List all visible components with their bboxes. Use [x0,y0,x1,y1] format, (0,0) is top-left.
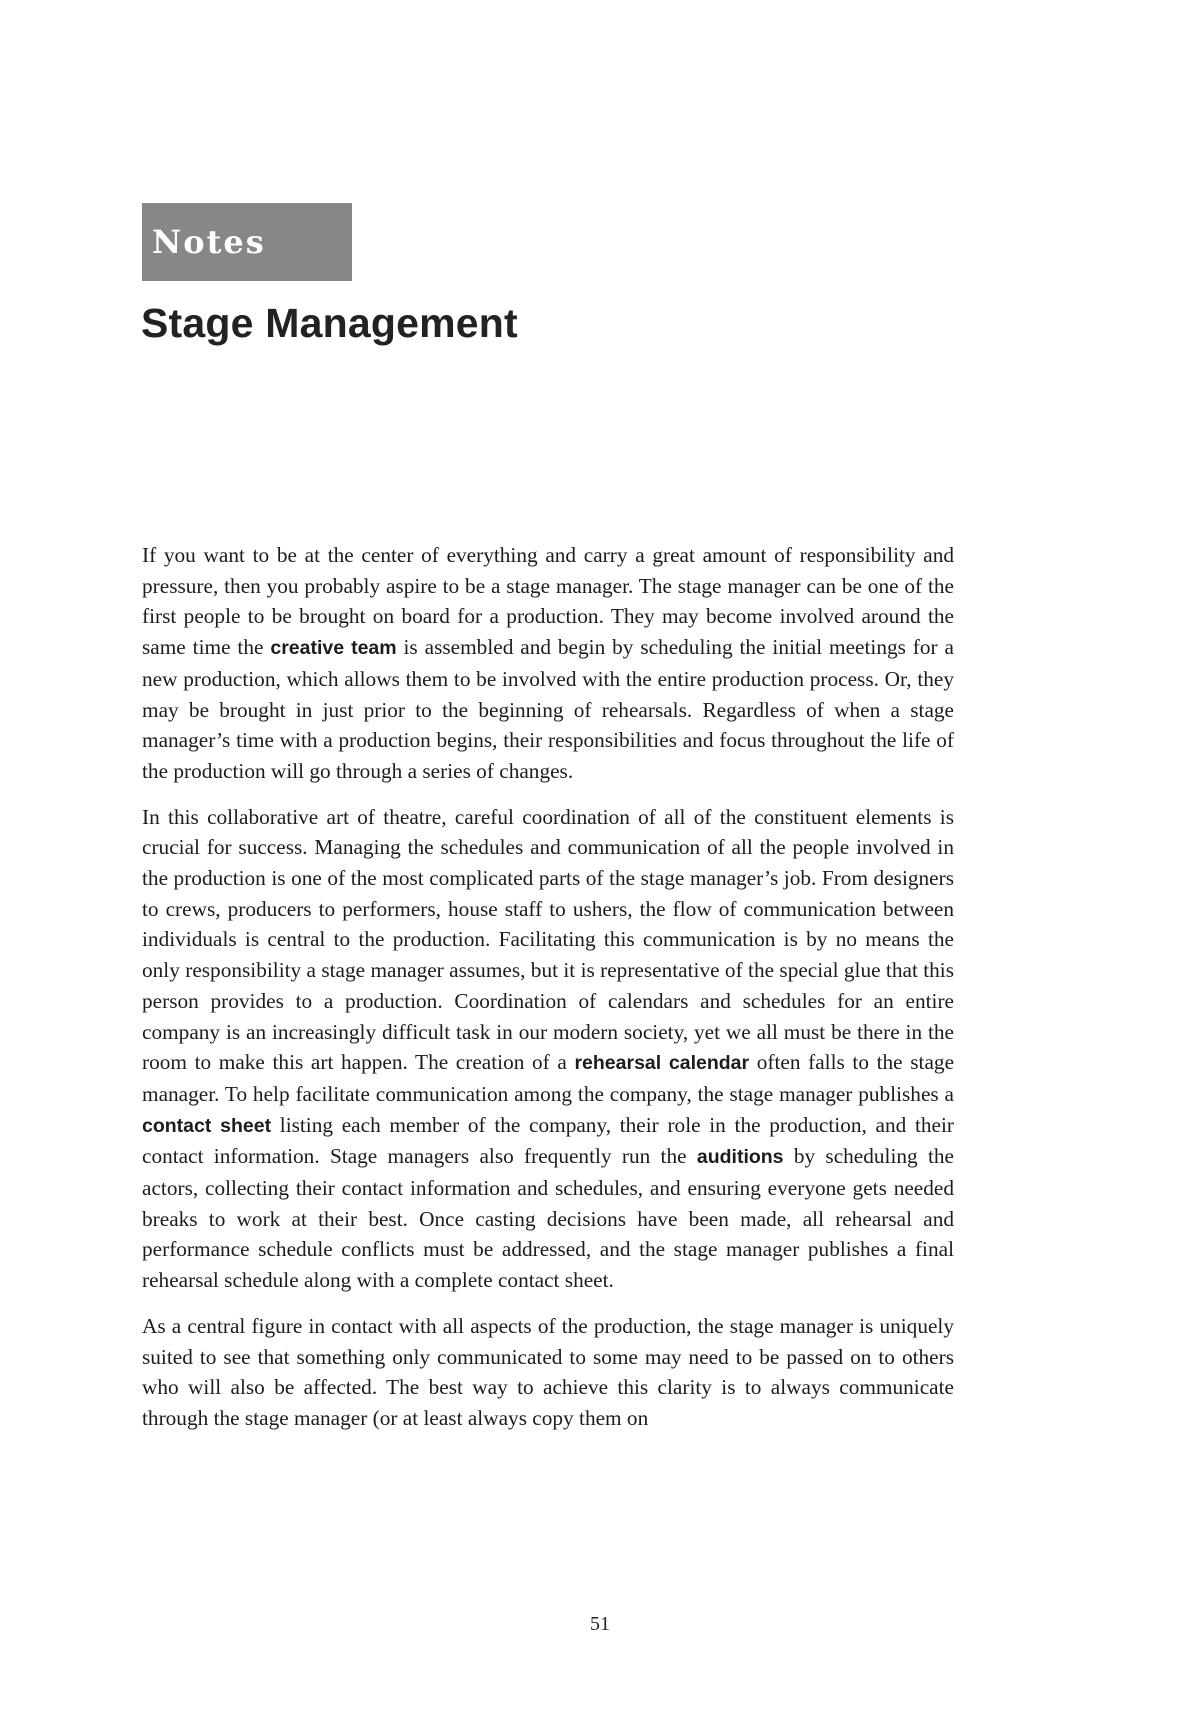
key-term-creative-team: creative team [270,637,397,660]
paragraph-text: by scheduling the actors, collecting their contact information and schedules, and ensuring everyone gets needed breaks to work at their best. Once casting decisions have been made, all rehearsal and performance schedule conflicts must be addressed, and the stage manager publishes a final rehearsal schedule along with a complete contact sheet. [142,1144,954,1293]
paragraph-1 [142,540,954,787]
paragraph-3 [142,1311,954,1434]
paragraph-text: listing each member of the company, their role in the production, and their contact information. Stage managers also frequently run the [142,1112,954,1169]
paragraph-text: If you want to be at the center of everything and carry a great amount of responsibility and pressure, then you probably aspire to be a stage manager. The stage manager can be one of the first people to be brought on board for a production. They may become involved around the same time the [142,543,954,660]
key-term-rehearsal-calendar: rehearsal calendar [574,1052,750,1075]
paragraph-text: As a central figure in contact with all aspects of the production, the stage manager is uniquely suited to see that something only communicated to some may need to be passed on to others who will also be affected. The best way to achieve this clarity is to always communicate through the stage manager (or at least always copy them on [142,1313,954,1430]
paragraph-2 [142,802,954,1296]
section-label: Notes [152,223,266,261]
body-text [142,540,954,1449]
paragraph-text: is assembled and begin by scheduling the initial meetings for a new production, which allows them to be involved with the entire production process. Or, they may be brought in just prior to the beginning of rehearsals. Regardless of when a stage manager’s time with a production begins, their responsibilities and focus throughout the life of the production will go through a series of changes. [142,635,954,783]
chapter-title: Stage Management [141,300,518,346]
page-number: 51 [590,1613,610,1635]
paragraph-text: often falls to the stage manager. To help facilitate communication among the company, the stage manager publishes a [142,1050,955,1106]
section-label-box [142,203,352,281]
key-term-auditions: auditions [696,1146,784,1169]
key-term-contact-sheet: contact sheet [142,1114,272,1137]
paragraph-text: In this collaborative art of theatre, careful coordination of all of the constituent elements is crucial for success. Managing the schedules and communication of all the people involved in the production is one of the most complicated parts of the stage manager’s job. From designers to crews, producers to performers, house staff to ushers, the flow of communication between individuals is central to the production. Facilitating this communication is by no means the only responsibility a stage manager assumes, but it is representative of the special glue that this person provides to a production. Coordination of calendars and schedules for an entire company is an increasingly difficult task in our modern society, yet we all must be there in the room to make this art happen. The creation of a [142,804,954,1075]
